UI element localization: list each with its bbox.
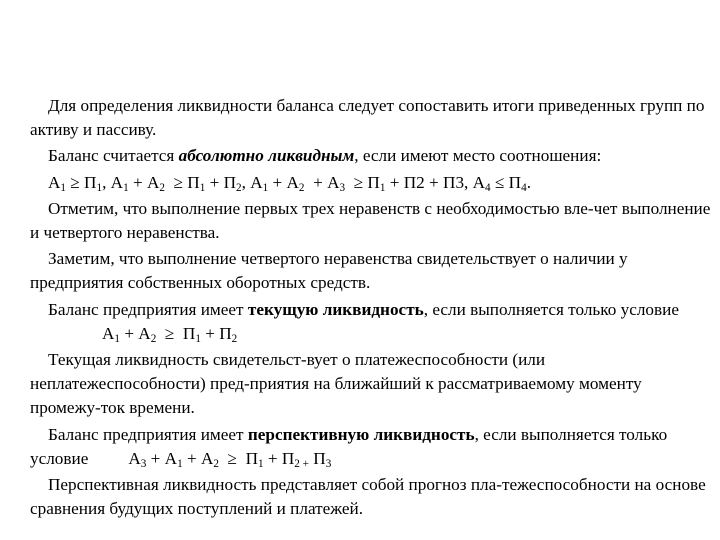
term-absolute-liquidity: абсолютно ликвидным bbox=[178, 146, 355, 166]
paragraph-first-three-inequalities: Отметим, что выполнение первых трех неравенств с необходимостью вле-чет выполнение и четвертого неравенства. bbox=[30, 198, 711, 243]
formula-current-liquidity: $А_1 + А_2 \ge П_1 + П_2$ bbox=[102, 323, 238, 345]
paragraph-prospective-liquidity-meaning: Перспективная ликвидность представляет собой прогноз пла-тежеспособности на основе сравнения будущих поступлений и платежей. bbox=[30, 475, 706, 519]
paragraph-fourth-inequality: Заметим, что выполнение четвертого неравенства свидетельствует о наличии у предприятия собственных оборотных средств. bbox=[30, 249, 628, 293]
paragraph-current-liquidity: Баланс предприятия имеет текущую ликвидность, если выполняется только условиеА$_1$ + $А_2 \ge П_1 + П_2$ bbox=[48, 299, 679, 345]
paragraph-current-liquidity-meaning: Текущая ликвидность свидетельст-вует о платежеспособности (или неплатежеспособности) пред-приятия на ближайший к рассматриваемому моменту промежу-ток времени. bbox=[30, 350, 642, 418]
term-current-liquidity: текущую ликвидность bbox=[247, 299, 424, 319]
paragraph-balance-liquidity-intro: Для определения ликвидности баланса следует сопоставить итоги приведенных групп по активу и пассиву. bbox=[30, 96, 705, 140]
formula-absolute-liquidity: $А_1 \ge П_1$, $А_1 + А_2 \ge П_1 + П_2$, $А_1 + А_2 + А_3 \ge П_1 + П2 + П3$, $А_4 \le П_4$. bbox=[48, 172, 531, 194]
formula-prospective-liquidity: $А_3 + А_1 + А_2 \ge П_1 + П_{2 +}$ $П_3$ bbox=[128, 448, 332, 470]
paragraph-absolute-liquidity: Баланс считается абсолютно ликвидным, если имеют место соотношения: bbox=[48, 146, 602, 166]
slide-text bbox=[30, 94, 712, 521]
term-prospective-liquidity: перспективную ликвидность bbox=[247, 424, 475, 444]
paragraph-prospective-liquidity: Баланс предприятия имеет перспективную ликвидность, если выполняется только условие $А_3 + А_1 + А_2 \ge П_1 + П_{2 +}$ $П_3$ bbox=[30, 424, 668, 470]
